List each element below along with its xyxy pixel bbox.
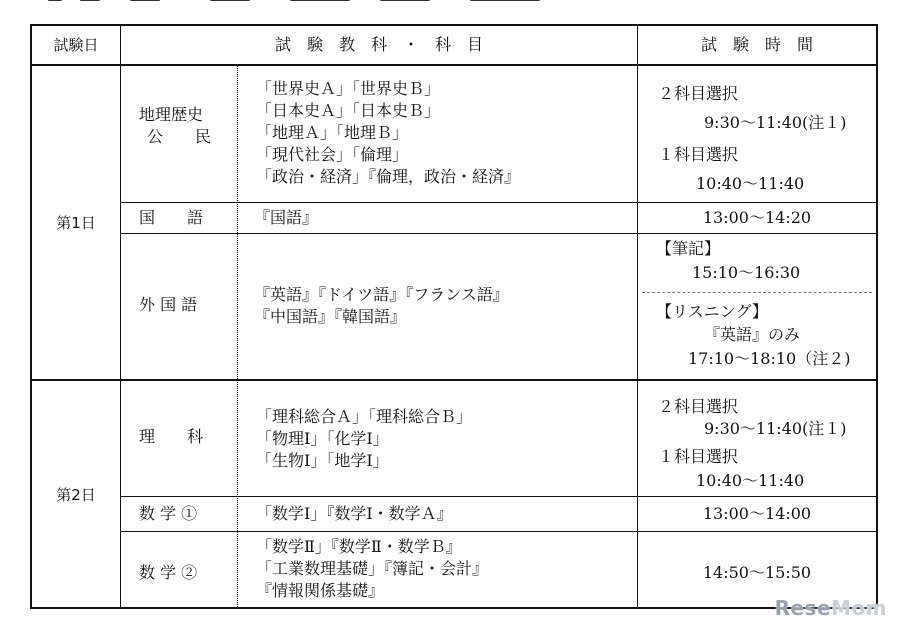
geo-civics-name-line2: 公 民 <box>147 127 212 146</box>
foreign-time-dashed-divider <box>642 292 872 293</box>
subject-line: 「工業数理基礎」『簿記・会計』 <box>256 559 489 578</box>
japanese-subject: 『国語』 <box>254 208 319 227</box>
geo-civics-name <box>139 104 234 148</box>
math1-name: 数 学 ① <box>139 504 198 523</box>
exam-schedule-table <box>30 24 878 609</box>
science-two-subject-label: ２科目選択 <box>658 397 739 416</box>
geo-civics-name-line1: 地理歴史 <box>139 105 204 124</box>
header-divider <box>32 64 876 66</box>
row-divider <box>120 202 876 203</box>
header-subjects: 試 験 教 科 ・ 科 目 <box>274 35 483 54</box>
subject-line: 「世界史Ａ」「世界史Ｂ」 <box>256 79 441 98</box>
foreign-subjects <box>254 284 509 328</box>
subject-dotted-divider <box>237 66 238 607</box>
header-exam-date: 試験日 <box>53 36 99 54</box>
science-name: 理 科 <box>139 427 204 446</box>
japanese-name: 国 語 <box>139 208 204 227</box>
foreign-name: 外 国 語 <box>139 295 198 314</box>
subject-line: 「日本史Ａ」「日本史Ｂ」 <box>256 101 441 120</box>
geo-one-subject-label: １科目選択 <box>658 145 739 164</box>
subject-line: 「数学Ⅱ」『数学Ⅱ・数学Ｂ』 <box>256 537 462 556</box>
subject-line: 『中国語』『韓国語』 <box>254 307 407 326</box>
subject-line: 「生物Ⅰ」「地学Ⅰ」 <box>256 451 389 470</box>
row-divider <box>120 531 876 532</box>
subject-line: 「物理Ⅰ」「化学Ⅰ」 <box>256 429 389 448</box>
subject-line: 『情報関係基礎』 <box>256 581 385 600</box>
watermark-text-a: Rese <box>774 596 832 620</box>
foreign-written-time: 15:10～16:30 <box>692 263 801 282</box>
foreign-listening-note: 『英語』のみ <box>704 325 801 344</box>
geo-two-subject-label: ２科目選択 <box>658 84 739 103</box>
subject-line: 「政治・経済」『倫理，政治・経済』 <box>256 167 521 186</box>
japanese-time: 13:00～14:20 <box>702 208 812 227</box>
geo-civics-subjects <box>256 78 520 188</box>
science-one-subject-label: １科目選択 <box>658 447 739 466</box>
science-subjects <box>256 406 472 472</box>
foreign-listening-label: 【リスニング】 <box>656 302 768 321</box>
subject-line: 「現代社会」「倫理」 <box>256 145 409 164</box>
foreign-written-label: 【筆記】 <box>656 239 721 258</box>
science-two-subject-time: 9:30～11:40(注１) <box>704 419 847 438</box>
watermark-text-b: Mom <box>831 596 887 620</box>
math2-name: 数 学 ② <box>139 563 198 582</box>
column-divider <box>120 26 121 607</box>
resemom-watermark-logo <box>775 596 887 620</box>
row-divider <box>120 496 876 497</box>
math1-subject: 「数学Ⅰ」『数学Ⅰ・数学Ａ』 <box>256 504 453 523</box>
math1-time: 13:00～14:00 <box>702 504 812 523</box>
math2-subjects <box>256 536 488 602</box>
math2-time: 14:50～15:50 <box>702 563 812 582</box>
geo-one-subject-time: 10:40～11:40 <box>696 174 805 193</box>
subject-line: 「地理Ａ」「地理Ｂ」 <box>256 123 409 142</box>
geo-two-subject-time: 9:30～11:40(注１) <box>704 113 847 132</box>
header-exam-time: 試 験 時 間 <box>700 35 813 54</box>
day-divider <box>32 379 876 381</box>
science-one-subject-time: 10:40～11:40 <box>696 471 805 490</box>
day2-label: 第2日 <box>56 486 96 504</box>
subject-line: 『英語』『ドイツ語』『フランス語』 <box>254 285 509 304</box>
subject-line: 「理科総合Ａ」「理科総合Ｂ」 <box>256 407 473 426</box>
cropped-heading-remnant <box>40 0 560 6</box>
foreign-listening-time: 17:10～18:10（注２) <box>688 349 851 368</box>
day1-label: 第1日 <box>56 214 96 232</box>
row-divider <box>120 233 876 234</box>
